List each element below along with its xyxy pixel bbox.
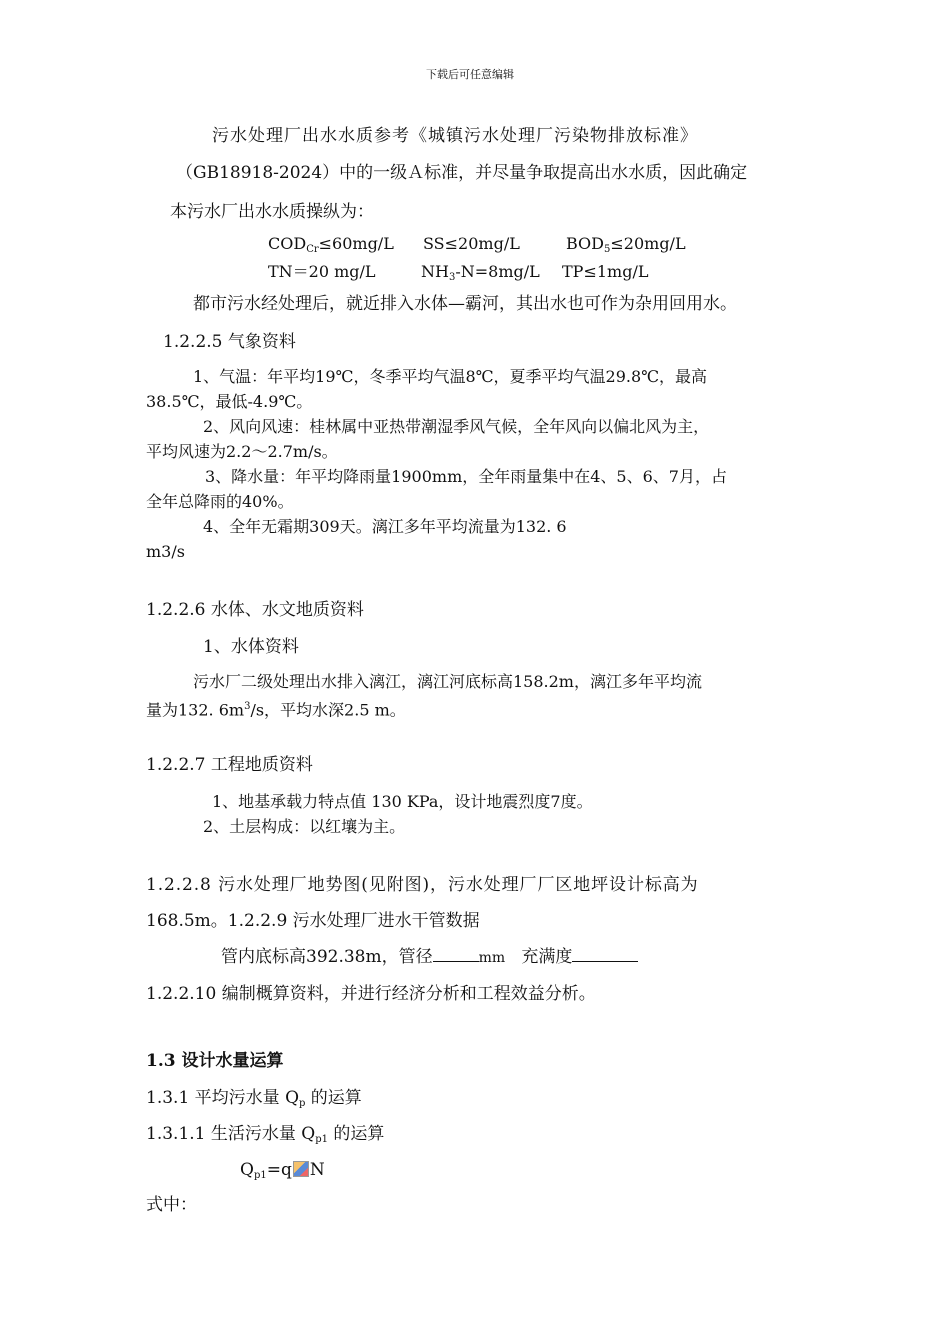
geo-line: 2、土层构成：以红壤为主。 bbox=[203, 817, 406, 836]
section-heading: 1.2.2.6 水体、水文地质资料 bbox=[146, 600, 364, 620]
paragraph-line: 都市污水经处理后，就近排入水体—霸河，其出水也可作为杂用回用水。 bbox=[193, 294, 737, 314]
pipe-diameter-blank bbox=[433, 947, 479, 962]
weather-line: 全年总降雨的40%。 bbox=[146, 492, 294, 511]
chapter-heading: 1.3 设计水量运算 bbox=[146, 1051, 284, 1071]
water-line: 量为132. $6m^3/s$，平均水深2.5 m。 bbox=[146, 700, 406, 720]
formula: $Q_{p1}=q$ N bbox=[240, 1160, 325, 1181]
paragraph-line: 污水处理厂出水水质参考《城镇污水处理厂污染物排放标准》 bbox=[212, 126, 698, 146]
fill-degree-blank bbox=[572, 947, 638, 962]
section-heading: 1.2.2.8 污水处理厂地势图(见附图)，污水处理厂厂区地坪设计标高为 bbox=[146, 875, 699, 895]
broken-image-icon bbox=[293, 1161, 309, 1177]
section-heading: 1.3.1.1 生活污水量 $Q_{p1}$ 的运算 bbox=[146, 1124, 385, 1145]
section-heading: 168.5m。1.2.2.9 污水处理厂进水干管数据 bbox=[146, 911, 480, 931]
paragraph-line: （GB18918-2024）中的一级Ａ标准，并尽量争取提高出水水质，因此确定 bbox=[176, 163, 748, 183]
section-heading: 1.2.2.10 编制概算资料，并进行经济分析和工程效益分析。 bbox=[146, 984, 596, 1004]
weather-line: 3、降水量：年平均降雨量1900mm，全年雨量集中在4、5、6、7月，占 bbox=[205, 467, 727, 486]
pipe-data-line: 管内底标高392.38m，管径 mm 充满度 bbox=[221, 946, 638, 969]
section-heading: 1.2.2.5 气象资料 bbox=[163, 332, 296, 352]
where-label: 式中： bbox=[146, 1195, 197, 1215]
weather-line: 4、全年无霜期309天。漓江多年平均流量为132. 6 bbox=[203, 517, 567, 536]
paragraph-line: 本污水厂出水水质操纵为： bbox=[170, 202, 374, 222]
subsection-heading: 1、水体资料 bbox=[203, 637, 299, 657]
standard-ss: SS≤20mg/L bbox=[423, 234, 520, 253]
weather-line: 2、风向风速：桂林属中亚热带潮湿季风气候，全年风向以偏北风为主， bbox=[203, 417, 710, 436]
standard-bod: $BOD_5\le 20mg/L$ bbox=[566, 234, 686, 255]
standard-nh3: $NH_3-N=8mg/L$ bbox=[421, 262, 540, 283]
weather-line: 平均风速为2.2～2.7m/s。 bbox=[146, 442, 338, 461]
section-heading: 1.3.1 平均污水量 $Q_p$ 的运算 bbox=[146, 1088, 362, 1109]
standard-tp: TP≤1mg/L bbox=[562, 262, 649, 281]
water-line: 污水厂二级处理出水排入漓江，漓江河底标高158.2m，漓江多年平均流 bbox=[193, 672, 702, 691]
weather-line: 38.5℃，最低-4.9℃。 bbox=[146, 392, 313, 411]
standard-cod: $COD_{Cr}\le 60mg/L$ bbox=[268, 234, 394, 255]
geo-line: 1、地基承载力特点值 130 KPa，设计地震烈度7度。 bbox=[212, 792, 593, 811]
page-header: 下载后可任意编辑 bbox=[426, 68, 514, 81]
weather-line: 1、气温：年平均19℃，冬季平均气温8℃，夏季平均气温29.8℃，最高 bbox=[193, 367, 708, 386]
section-heading: 1.2.2.7 工程地质资料 bbox=[146, 755, 313, 775]
standard-tn: TN＝20 mg/L bbox=[268, 262, 376, 281]
weather-line: m3/s bbox=[146, 542, 185, 561]
